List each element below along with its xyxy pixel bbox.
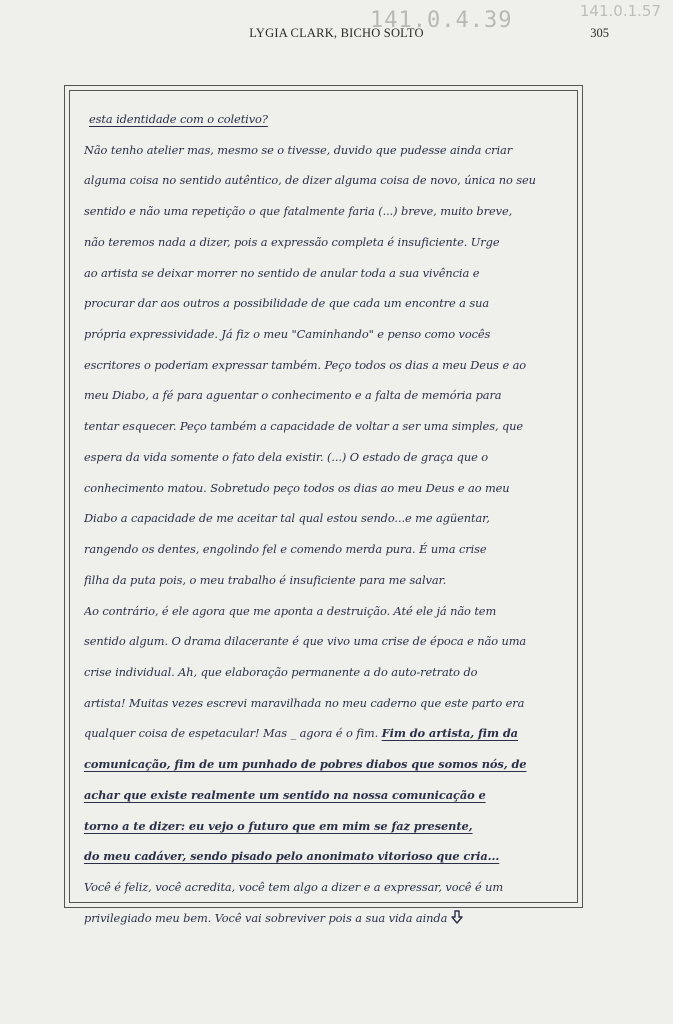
down-arrow-icon [451, 910, 463, 924]
pencil-annotation: 141.0.1.57 [579, 2, 661, 20]
text-line: artista! Muitas vezes escrevi maravilhada no meu caderno que este parto era [84, 695, 525, 710]
underlined-passage: torno a te dizer: eu vejo o futuro que em mim se faz presente, [84, 818, 473, 833]
text-line: sentido algum. O drama dilacerante é que vivo uma crise de época e não uma [84, 634, 527, 649]
text-line: procurar dar aos outros a possibilidade de que cada um encontre a sua [84, 296, 490, 311]
text-line [84, 811, 575, 842]
text-line: crise individual. Ah, que elaboração permanente a do auto-retrato do [84, 664, 478, 679]
text-line: rangendo os dentes, engolindo fel e comendo merda pura. É uma crise [84, 542, 487, 557]
text-line: qualquer coisa de espetacular! Mas _ agora é o fim. Fim do artista, fim da [84, 726, 518, 741]
letter-body [84, 104, 575, 933]
text-line: espera da vida somente o fato dela existir. (...) O estado de graça que o [84, 449, 488, 464]
running-header-title: LYGIA CLARK, BICHO SOLTO [249, 26, 424, 40]
text-line: não teremos nada a dizer, pois a expressão completa é insuficiente. Urge [84, 234, 500, 249]
text-line: sentido e não uma repetição o que fatalmente faria (...) breve, muito breve, [84, 204, 513, 219]
archive-stamp: 141.0.4.39 [370, 8, 513, 33]
underlined-passage: Fim do artista, fim da [381, 726, 518, 741]
underlined-passage: do meu cadáver, sendo pisado pelo anonimato vitorioso que cria... [84, 849, 500, 864]
text-line: própria expressividade. Já fiz o meu "Caminhando" e penso como vocês [84, 327, 491, 342]
text-line: privilegiado meu bem. Você vai sobreviver pois a sua vida ainda [84, 903, 575, 934]
text-line: Você é feliz, você acredita, você tem algo a dizer e a expressar, você é um [84, 879, 504, 894]
text-line [84, 749, 575, 780]
text-line [84, 780, 575, 811]
text-line [84, 841, 575, 872]
text-line: Não tenho atelier mas, mesmo se o tivesse, duvido que pudesse ainda criar [84, 142, 513, 157]
text-line: Ao contrário, é ele agora que me aponta a destruição. Até ele já não tem [84, 603, 497, 618]
text-line: ao artista se deixar morrer no sentido de anular toda a sua vivência e [84, 265, 480, 280]
text-line: escritores o poderiam expressar também. Peço todos os dias a meu Deus e ao [84, 357, 527, 372]
text-line: conhecimento matou. Sobretudo peço todos os dias ao meu Deus e ao meu [84, 480, 510, 495]
text-line: alguma coisa no sentido autêntico, de dizer alguma coisa de novo, única no seu [84, 173, 536, 188]
text-line: filha da puta pois, o meu trabalho é insuficiente para me salvar. [84, 572, 447, 587]
page-number: 305 [590, 26, 609, 40]
text-line: esta identidade com o coletivo? [89, 112, 268, 126]
underlined-passage: comunicação, fim de um punhado de pobres diabos que somos nós, de [84, 757, 527, 772]
underlined-passage: achar que existe realmente um sentido na nossa comunicação e [84, 787, 486, 802]
text-line: Diabo a capacidade de me aceitar tal qual estou sendo...e me agüentar, [84, 511, 490, 526]
text-line: tentar esquecer. Peço também a capacidade de voltar a ser uma simples, que [84, 419, 524, 434]
text-line: meu Diabo, a fé para aguentar o conhecimento e a falta de memória para [84, 388, 502, 403]
